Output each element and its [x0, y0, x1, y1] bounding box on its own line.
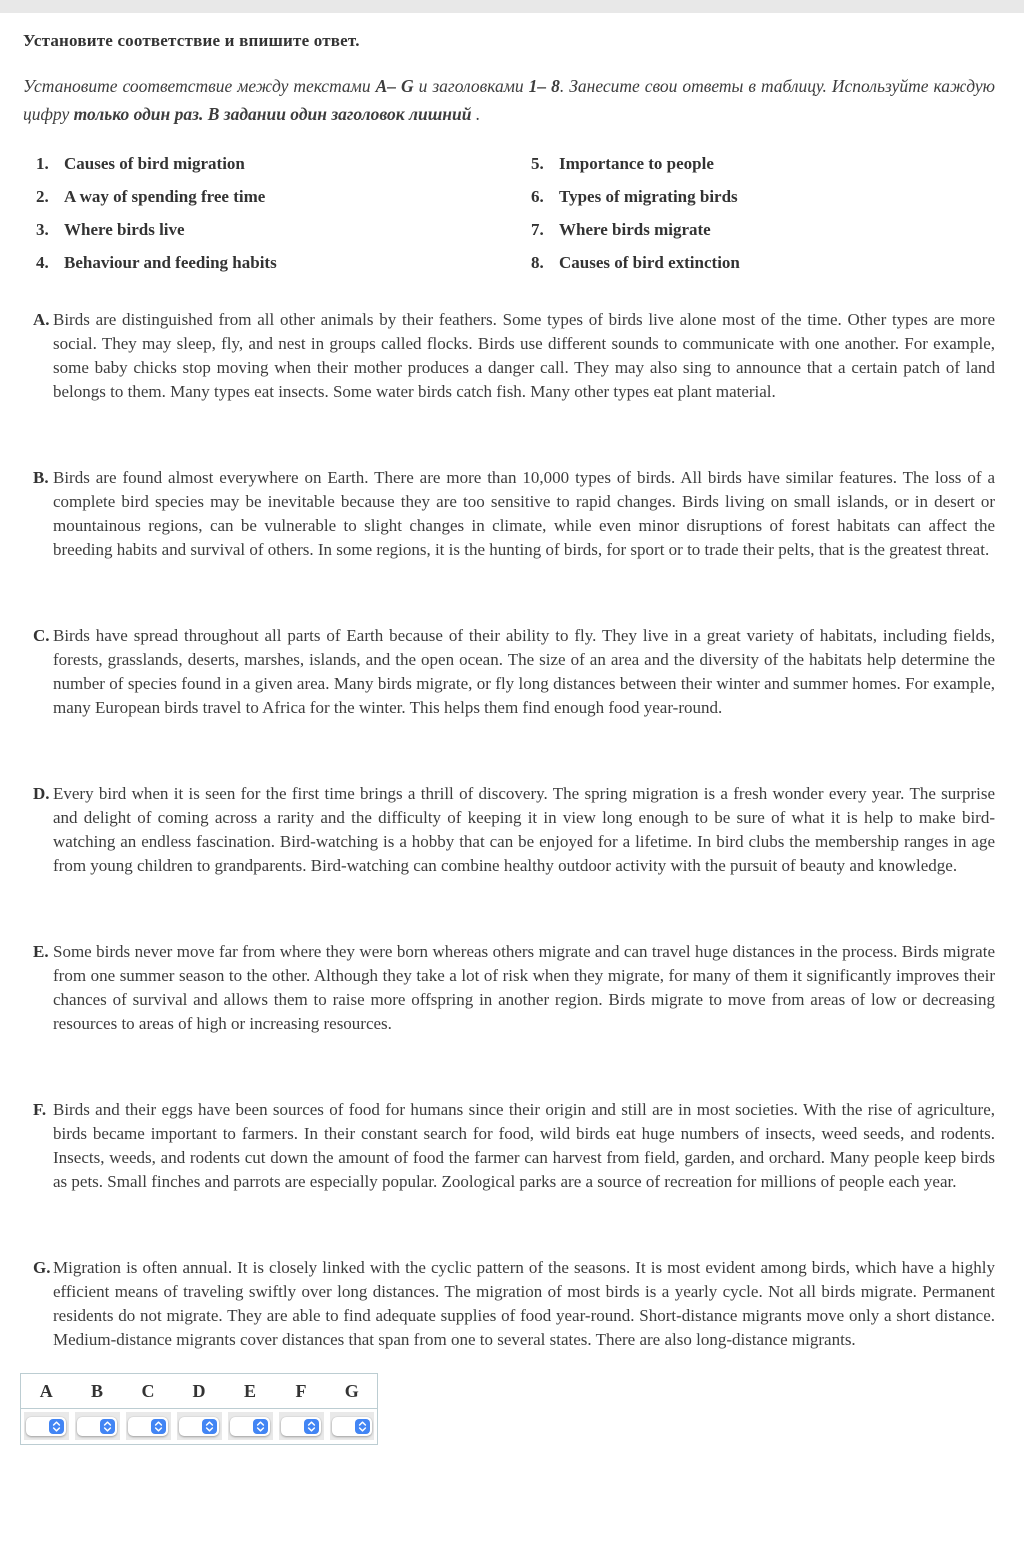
heading-number: 5. [531, 154, 544, 173]
paragraph-d [23, 782, 995, 878]
paragraph-e [23, 940, 995, 1036]
answer-select-b[interactable] [77, 1417, 117, 1436]
instruction-segment: и заголовками [413, 76, 529, 96]
heading-item-1 [36, 153, 509, 174]
answer-column-header-f: F [276, 1374, 327, 1409]
answer-cell-background [126, 1412, 171, 1440]
instruction-segment: 1– 8 [528, 76, 560, 96]
answer-column-header-b: B [72, 1374, 123, 1409]
answer-cell-background [279, 1412, 324, 1440]
answer-cell-background [330, 1412, 375, 1440]
heading-label: A way of spending free time [64, 187, 266, 206]
paragraph-letter: G. [33, 1258, 51, 1277]
instruction-segment: . Занесите свои ответы в таблицу. Используйте каждую цифру [23, 76, 996, 124]
paragraph-f [23, 1098, 995, 1194]
instruction-segment: Установите соответствие между текстами [23, 76, 376, 96]
answer-cell-background [24, 1412, 69, 1440]
answer-cell-background [228, 1412, 273, 1440]
answer-cell-a [21, 1409, 72, 1445]
paragraph-text: Migration is often annual. It is closely linked with the cyclic pattern of the seasons. It is most evident among birds, which have a highly efficient means of traveling swiftly over long distances. The migration of most birds is a yearly cycle. Not all birds migrate. Permanent residents do not migrate. They are able to find adequate supplies of food year-round. Short-distance migrants move only a short distance. Medium-distance migrants cover distances that span from one to several states. There are also long-distance migrants. [53, 1258, 995, 1349]
paragraph-g [23, 1256, 995, 1352]
paragraph-text: Birds are found almost everywhere on Earth. There are more than 10,000 types of birds. All birds have similar features. The loss of a complete bird species may be inevitable because they are too sensitive to rapid changes. Birds living on small islands, or in desert or mountainous regions, can be vulnerable to slight changes in climate, while even minor disruptions of forest habitats can affect the breeding habits and survival of others. In some regions, it is the hunting of birds, for sport or to trade their pelts, that is the greatest threat. [53, 468, 995, 559]
heading-label: Where birds migrate [559, 220, 711, 239]
answer-select-c[interactable] [128, 1417, 168, 1436]
answer-cell-g [327, 1409, 378, 1445]
answer-cell-b [72, 1409, 123, 1445]
answer-table [20, 1373, 378, 1445]
heading-item-3 [36, 219, 509, 240]
paragraph-a [23, 308, 995, 404]
top-strip [0, 0, 1024, 13]
answer-column-header-a: A [21, 1374, 72, 1409]
heading-label: Importance to people [559, 154, 714, 173]
answer-cell-f [276, 1409, 327, 1445]
headings-list [23, 153, 995, 285]
stepper-arrows-icon [253, 1419, 268, 1434]
stepper-arrows-icon [355, 1419, 370, 1434]
stepper-arrows-icon [49, 1419, 64, 1434]
heading-number: 6. [531, 187, 544, 206]
heading-number: 4. [36, 253, 49, 272]
answer-column-header-g: G [327, 1374, 378, 1409]
headings-column-left [23, 153, 509, 285]
answer-select-f[interactable] [281, 1417, 321, 1436]
answer-cell-background [177, 1412, 222, 1440]
paragraph-b [23, 466, 995, 562]
page-title: Установите соответствие и впишите ответ. [23, 31, 360, 50]
instruction-segment: . [471, 104, 481, 124]
stepper-arrows-icon [151, 1419, 166, 1434]
paragraph-text: Birds have spread throughout all parts of Earth because of their ability to fly. They live in a great variety of habitats, including fields, forests, grasslands, deserts, marshes, islands, and the open ocean. The size of an area and the diversity of the habitats help determine the number of species found in a given area. Many birds migrate, or fly long distances between their winter and summer homes. For example, many European birds travel to Africa for the winter. This helps them find enough food year-round. [53, 626, 995, 717]
instruction-segment: только один раз. В задании один заголовок лишний [73, 104, 472, 124]
instruction-segment: А– G [375, 76, 414, 96]
heading-label: Types of migrating birds [559, 187, 738, 206]
paragraph-letter: C. [33, 626, 50, 645]
paragraph-c [23, 624, 995, 720]
answer-cell-background [75, 1412, 120, 1440]
stepper-arrows-icon [304, 1419, 319, 1434]
heading-label: Causes of bird extinction [559, 253, 740, 272]
answer-column-header-e: E [225, 1374, 276, 1409]
paragraph-letter: F. [33, 1100, 47, 1119]
heading-item-4 [36, 252, 509, 273]
heading-item-5 [531, 153, 995, 174]
heading-label: Causes of bird migration [64, 154, 245, 173]
heading-item-7 [531, 219, 995, 240]
paragraph-text: Every bird when it is seen for the first time brings a thrill of discovery. The spring migration is a fresh wonder every year. The surprise and delight of coming across a rarity and the difficulty of keeping it in view long enough to be sure of what it is help to make bird-watching an endless fascination. Bird-watching is a hobby that can be enjoyed for a lifetime. In bird clubs the membership ranges in age from young children to grandparents. Bird-watching can combine healthy outdoor activity with the pursuit of beauty and knowledge. [53, 784, 995, 875]
heading-number: 8. [531, 253, 544, 272]
answer-cell-c [123, 1409, 174, 1445]
paragraph-text: Some birds never move far from where they were born whereas others migrate and can travel huge distances in the process. Birds migrate from one summer season to the other. Although they take a lot of risk when they migrate, for many of them it significantly improves their chances of survival and allows them to raise more offspring in another region. Birds migrate to move from areas of low or decreasing resources to areas of high or increasing resources. [53, 942, 995, 1033]
exercise-page [0, 13, 1024, 1485]
heading-number: 1. [36, 154, 49, 173]
stepper-arrows-icon [202, 1419, 217, 1434]
answer-column-header-c: C [123, 1374, 174, 1409]
paragraph-letter: A. [33, 310, 50, 329]
answer-table-header-row [21, 1374, 378, 1409]
heading-number: 2. [36, 187, 49, 206]
answer-select-e[interactable] [230, 1417, 270, 1436]
answer-cell-e [225, 1409, 276, 1445]
paragraph-text: Birds are distinguished from all other animals by their feathers. Some types of birds live alone most of the time. Other types are more social. They may sleep, fly, and nest in groups called flocks. Birds use different sounds to communicate with one another. For example, some baby chicks stop moving when their mother produces a danger call. They may also sing to announce that a certain patch of land belongs to them. Many types eat insects. Some water birds catch fish. Many other types eat plant material. [53, 310, 995, 401]
heading-number: 3. [36, 220, 49, 239]
heading-label: Behaviour and feeding habits [64, 253, 277, 272]
answer-select-d[interactable] [179, 1417, 219, 1436]
paragraph-letter: E. [33, 942, 49, 961]
heading-number: 7. [531, 220, 544, 239]
paragraph-text: Birds and their eggs have been sources of food for humans since their origin and still are in most societies. With the rise of agriculture, birds became important to farmers. In their constant search for food, wild birds eat huge numbers of insects, weed seeds, and rodents. Insects, weeds, and rodents cut down the amount of food the farmer can harvest from field, garden, and orchard. Many people keep birds as pets. Small finches and parrots are especially popular. Zoological parks are a source of recreation for millions of people each year. [53, 1100, 995, 1191]
answer-select-a[interactable] [26, 1417, 66, 1436]
paragraph-letter: B. [33, 468, 49, 487]
answer-select-g[interactable] [332, 1417, 372, 1436]
headings-column-right [509, 153, 995, 285]
instructions [23, 72, 995, 128]
answer-column-header-d: D [174, 1374, 225, 1409]
paragraph-letter: D. [33, 784, 50, 803]
text-paragraphs [23, 308, 995, 1352]
heading-item-6 [531, 186, 995, 207]
heading-label: Where birds live [64, 220, 185, 239]
stepper-arrows-icon [100, 1419, 115, 1434]
heading-item-2 [36, 186, 509, 207]
heading-item-8 [531, 252, 995, 273]
answer-cell-d [174, 1409, 225, 1445]
answer-table-input-row [21, 1409, 378, 1445]
